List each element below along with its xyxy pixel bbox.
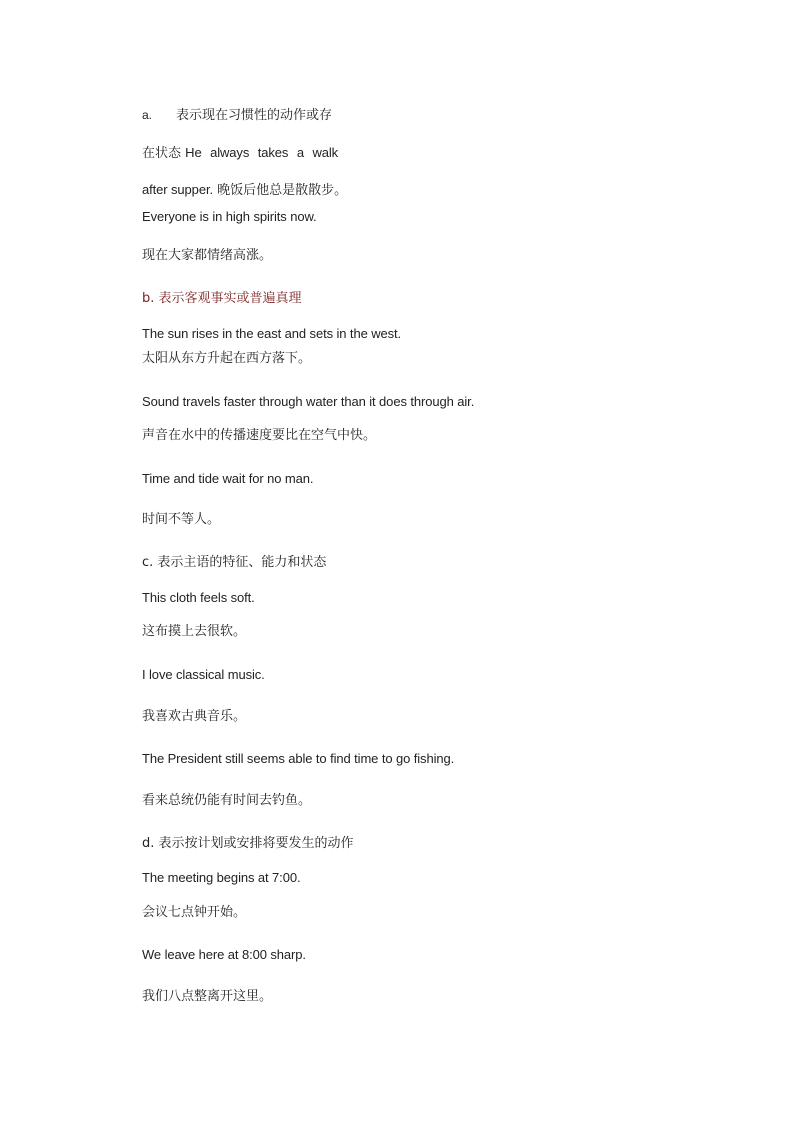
example-translation-cn: 我们八点整离开这里。 [142, 989, 273, 1004]
example-sentence-en: Sound travels faster through water than it does through air. [142, 394, 475, 409]
example-sentence-en: He always takes a walk [185, 145, 339, 160]
example-translation-cn: 太阳从东方升起在西方落下。 [142, 351, 312, 366]
section-c-heading: c. 表示主语的特征、能力和状态 [142, 555, 327, 570]
example-sentence-en: The sun rises in the east and sets in the west. [142, 326, 402, 341]
section-a-line-2 [142, 145, 338, 162]
section-b-heading: b. 表示客观事实或普遍真理 [142, 291, 302, 306]
example-sentence-en: I love classical music. [142, 667, 265, 682]
example-translation-cn: 这布摸上去很软。 [142, 624, 247, 639]
example-translation-cn: 我喜欢古典音乐。 [142, 709, 247, 724]
example-translation-cn: 晚饭后他总是散散步。 [217, 183, 348, 198]
example-sentence-en: The President still seems able to find time to go fishing. [142, 751, 455, 766]
example-sentence-en: Time and tide wait for no man. [142, 471, 314, 486]
section-d-heading: d. 表示按计划或安排将要发生的动作 [142, 836, 354, 851]
example-translation-cn: 看来总统仍能有时间去钓鱼。 [142, 793, 312, 808]
example-translation-cn: 会议七点钟开始。 [142, 905, 247, 920]
section-a-heading-text: 表示现在习惯性的动作或存 [176, 108, 333, 123]
example-translation-cn: 声音在水中的传播速度要比在空气中快。 [142, 428, 377, 443]
example-sentence-en: This cloth feels soft. [142, 590, 255, 605]
example-sentence-en: after supper. [142, 182, 213, 197]
section-a-heading-continuation: 在状态 [142, 146, 182, 161]
example-sentence-en: The meeting begins at 7:00. [142, 870, 301, 885]
example-translation-cn: 现在大家都情绪高涨。 [142, 248, 273, 263]
example-translation-cn: 时间不等人。 [142, 512, 221, 527]
section-a-heading [142, 107, 332, 124]
section-a-line-3 [142, 182, 347, 199]
example-sentence-en: Everyone is in high spirits now. [142, 209, 317, 224]
section-a-marker: a. [142, 108, 153, 122]
example-sentence-en: We leave here at 8:00 sharp. [142, 947, 306, 962]
